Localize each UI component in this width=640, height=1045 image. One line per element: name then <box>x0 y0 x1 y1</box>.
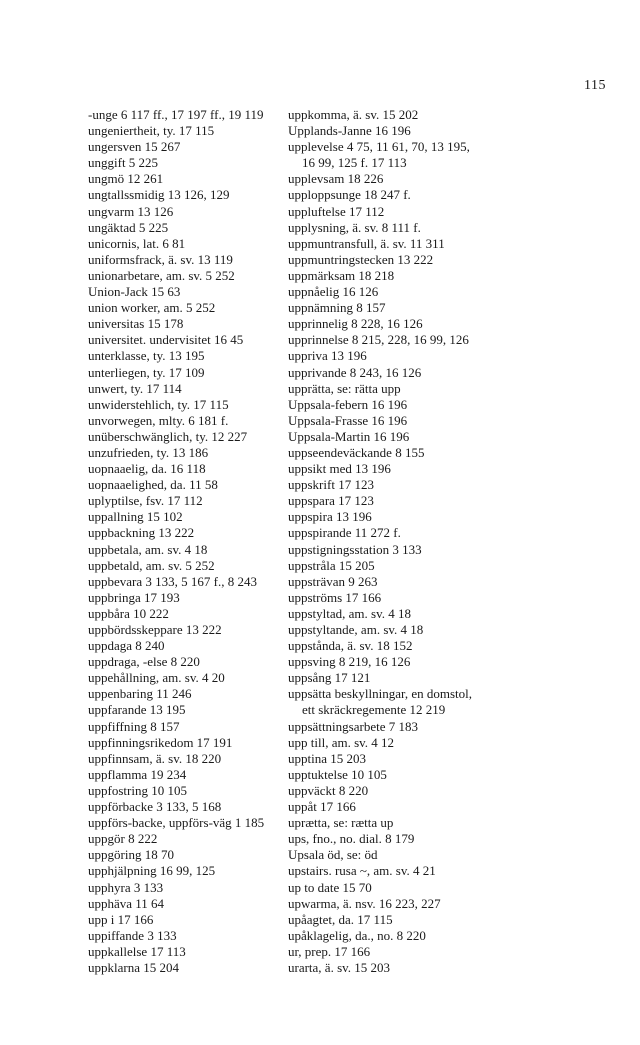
index-entry-text: uppfinnsam, ä. sv. 18 220 <box>88 750 222 766</box>
index-entry <box>288 686 628 718</box>
index-entry <box>288 638 628 654</box>
index-entry <box>88 928 288 944</box>
index-entry-text: ungeniertheit, ty. 17 115 <box>88 123 215 139</box>
index-entry <box>88 606 288 622</box>
index-entry <box>88 847 288 863</box>
index-entry-text: uppkallelse 17 113 <box>88 943 186 959</box>
index-entry <box>88 751 288 767</box>
index-entry-text: uppbevara 3 133, 5 167 f., 8 243 <box>88 573 257 589</box>
index-entry <box>88 558 288 574</box>
index-entry <box>88 525 288 541</box>
index-entry-text: ungmö 12 261 <box>88 171 164 187</box>
index-entry-text: unwert, ty. 17 114 <box>88 380 182 396</box>
index-entry <box>288 912 628 928</box>
index-entry-text: unüberschwänglich, ty. 12 227 <box>88 428 248 444</box>
index-entry-text: uppbringa 17 193 <box>88 589 180 605</box>
index-entry <box>288 558 628 574</box>
index-entry <box>288 767 628 783</box>
page-number: 115 <box>584 78 606 93</box>
index-entry <box>288 863 628 879</box>
index-entry <box>288 220 628 236</box>
index-entry <box>88 702 288 718</box>
index-entry <box>288 123 628 139</box>
index-entry-text: upploppsunge 18 247 f. <box>288 187 411 203</box>
index-entry <box>288 365 628 381</box>
index-entry-text: uppiffande 3 133 <box>88 927 177 943</box>
index-entry-text: uppförs-backe, uppförs-väg 1 185 <box>88 815 265 831</box>
index-entry-text: Union-Jack 15 63 <box>88 284 181 300</box>
index-entry-text: uprætta, se: rætta up <box>288 815 394 831</box>
index-entry-text: uppkomma, ä. sv. 15 202 <box>288 107 419 122</box>
index-entry <box>88 799 288 815</box>
index-entry-text: uppstigningsstation 3 133 <box>288 541 422 557</box>
index-entry-text: uppehållning, am. sv. 4 20 <box>88 670 225 686</box>
index-entry <box>88 171 288 187</box>
index-entry-text: upptina 15 203 <box>288 750 366 766</box>
index-entry-text: -unge 6 117 ff., 17 197 ff., 19 119 <box>88 107 264 122</box>
index-entry-text: uppförbacke 3 133, 5 168 <box>88 799 222 815</box>
index-entry-text: upåagtet, da. 17 115 <box>288 911 393 927</box>
index-entry <box>288 960 628 976</box>
index-entry-text: urarta, ä. sv. 15 203 <box>288 959 391 975</box>
index-entry <box>88 960 288 976</box>
index-entry-text: uppsikt med 13 196 <box>288 461 391 477</box>
index-entry <box>88 204 288 220</box>
index-entry-text: uniformsfrack, ä. sv. 13 119 <box>88 251 233 267</box>
index-entry-text: unvorwegen, mlty. 6 181 f. <box>88 412 229 428</box>
index-entry-text: upp till, am. sv. 4 12 <box>288 734 395 750</box>
index-entry-text: uppriva 13 196 <box>288 348 367 364</box>
index-entry-text: uppstånda, ä. sv. 18 152 <box>288 638 413 654</box>
index-entry <box>288 735 628 751</box>
index-entry-text: uppsving 8 219, 16 126 <box>288 654 411 670</box>
index-entry <box>288 622 628 638</box>
index-entry <box>288 670 628 686</box>
index-entry-text: uppfarande 13 195 <box>88 702 186 718</box>
index-entry-text: uppallning 15 102 <box>88 509 183 525</box>
index-entry <box>288 381 628 397</box>
index-entry <box>88 638 288 654</box>
index-entry <box>288 252 628 268</box>
index-entry <box>88 590 288 606</box>
index-entry <box>88 880 288 896</box>
index-entry-text: uppsättningsarbete 7 183 <box>288 718 418 734</box>
index-entry <box>88 719 288 735</box>
index-entry <box>288 542 628 558</box>
index-entry <box>88 831 288 847</box>
index-entry <box>88 123 288 139</box>
index-column-left <box>88 107 288 976</box>
index-entry-text: ungtallssmidig 13 126, 129 <box>88 187 230 203</box>
index-entry <box>288 606 628 622</box>
index-entry <box>288 268 628 284</box>
index-entry <box>88 461 288 477</box>
index-entry-text: uppspirande 11 272 f. <box>288 525 401 541</box>
index-entry <box>88 622 288 638</box>
index-entry <box>88 155 288 171</box>
index-entry <box>288 397 628 413</box>
index-entry <box>88 574 288 590</box>
index-entry-text: upp i 17 166 <box>88 911 154 927</box>
index-entry-text: upphäva 11 64 <box>88 895 165 911</box>
index-entry <box>88 863 288 879</box>
index-entry <box>88 268 288 284</box>
index-entry <box>288 477 628 493</box>
index-entry <box>88 365 288 381</box>
index-entry-text: upwarma, ä. nsv. 16 223, 227 <box>288 895 441 911</box>
index-entry-text: up to date 15 70 <box>288 879 372 895</box>
index-entry-text: Upsala öd, se: öd <box>288 847 378 863</box>
index-entry <box>88 767 288 783</box>
index-entry <box>88 670 288 686</box>
index-entry-text: uppströms 17 166 <box>288 589 382 605</box>
index-entry-text: uppnåelig 16 126 <box>288 284 379 300</box>
index-entry-text: universitas 15 178 <box>88 316 184 332</box>
index-entry-text: uppbetala, am. sv. 4 18 <box>88 541 208 557</box>
index-entry-text: ups, fno., no. dial. 8 179 <box>288 831 415 847</box>
index-entry <box>288 783 628 799</box>
index-entry <box>88 413 288 429</box>
index-entry <box>88 316 288 332</box>
index-entry-text: uppbackning 13 222 <box>88 525 195 541</box>
index-entry <box>88 542 288 558</box>
index-entry-text: uppmuntransfull, ä. sv. 11 311 <box>288 235 445 251</box>
index-entry <box>288 719 628 735</box>
index-entry-text: uppfinningsrikedom 17 191 <box>88 734 233 750</box>
index-entry <box>288 316 628 332</box>
index-entry <box>88 815 288 831</box>
index-entry-text: uppdaga 8 240 <box>88 638 165 654</box>
index-entry <box>288 413 628 429</box>
index-entry-text: uppluftelse 17 112 <box>288 203 385 219</box>
index-entry <box>88 686 288 702</box>
index-entry <box>88 348 288 364</box>
index-entry-text: uppstyltad, am. sv. 4 18 <box>288 605 412 621</box>
index-entry-text: unionarbetare, am. sv. 5 252 <box>88 267 235 283</box>
index-entry <box>88 477 288 493</box>
index-entry <box>288 815 628 831</box>
index-entry-text: upåklagelig, da., no. 8 220 <box>288 927 426 943</box>
index-entry-text: ungersven 15 267 <box>88 139 181 155</box>
index-entry <box>88 654 288 670</box>
index-entry-text: upplevsam 18 226 <box>288 171 384 187</box>
index-entry <box>288 509 628 525</box>
index-entry-continuation: ett skräckregemente 12 219 <box>302 702 446 718</box>
index-entry <box>88 783 288 799</box>
index-entry-text: uppskrift 17 123 <box>288 477 374 493</box>
index-entry <box>288 187 628 203</box>
index-entry-text: ungvarm 13 126 <box>88 203 174 219</box>
index-entry-text: uppstråla 15 205 <box>288 557 375 573</box>
index-entry <box>88 284 288 300</box>
index-entry-text: uppmärksam 18 218 <box>288 267 395 283</box>
index-entry-text: upprivande 8 243, 16 126 <box>288 364 422 380</box>
index-entry <box>88 139 288 155</box>
index-entry <box>288 574 628 590</box>
index-entry-text: upptuktelse 10 105 <box>288 766 387 782</box>
index-entry <box>288 654 628 670</box>
index-entry-text: uplyptilse, fsv. 17 112 <box>88 493 203 509</box>
index-entry-text: unterliegen, ty. 17 109 <box>88 364 205 380</box>
index-entry-text: upplevelse 4 75, 11 61, 70, 13 195, <box>288 139 470 155</box>
index-entry <box>288 799 628 815</box>
index-entry <box>88 429 288 445</box>
index-entry-continuation: 16 99, 125 f. 17 113 <box>302 155 407 171</box>
index-entry-text: uppbåra 10 222 <box>88 605 169 621</box>
index-entry-text: Uppsala-Martin 16 196 <box>288 428 410 444</box>
index-entry-text: unwiderstehlich, ty. 17 115 <box>88 396 229 412</box>
index-entry-text: uppsång 17 121 <box>288 670 371 686</box>
index-entry-text: uppbördsskeppare 13 222 <box>88 622 222 637</box>
index-entry-text: uppsträvan 9 263 <box>288 573 378 589</box>
index-entry <box>88 493 288 509</box>
index-entry-text: uppklarna 15 204 <box>88 959 179 975</box>
index-entry-text: upphjälpning 16 99, 125 <box>88 863 216 879</box>
index-entry <box>88 300 288 316</box>
index-entry <box>288 171 628 187</box>
index-entry <box>288 348 628 364</box>
index-entry-text: unicornis, lat. 6 81 <box>88 235 186 251</box>
index-entry-text: unggift 5 225 <box>88 155 159 171</box>
index-entry <box>88 187 288 203</box>
index-entry-text: ungäktad 5 225 <box>88 219 169 235</box>
index-entry-text: uppenbaring 11 246 <box>88 686 192 702</box>
index-entry-text: uppspira 13 196 <box>288 509 372 525</box>
index-entry-text: upprinnelig 8 228, 16 126 <box>288 316 423 332</box>
index-entry <box>288 751 628 767</box>
index-entry-text: upprätta, se: rätta upp <box>288 380 401 396</box>
index-entry <box>288 590 628 606</box>
index-entry <box>88 912 288 928</box>
index-entry-text: uppåt 17 166 <box>288 799 356 815</box>
index-entry-text: uppsätta beskyllningar, en domstol, <box>288 686 472 702</box>
index-entry <box>88 397 288 413</box>
index-entry <box>288 107 628 123</box>
index-entry <box>288 525 628 541</box>
index-entry-text: upprinnelse 8 215, 228, 16 99, 126 <box>288 332 469 348</box>
index-entry <box>288 944 628 960</box>
index-entry-text: uppbetald, am. sv. 5 252 <box>88 557 215 573</box>
index-entry <box>88 735 288 751</box>
index-entry-text: uppflamma 19 234 <box>88 766 187 782</box>
index-entry <box>288 204 628 220</box>
index-entry-text: upphyra 3 133 <box>88 879 164 895</box>
index-entry <box>88 509 288 525</box>
index-entry-text: uppmuntringstecken 13 222 <box>288 251 434 267</box>
index-entry <box>288 928 628 944</box>
index-column-right <box>288 107 628 976</box>
index-entry-text: uppseendeväckande 8 155 <box>288 444 425 460</box>
index-entry-text: universitet. undervisitet 16 45 <box>88 332 244 348</box>
index-entry <box>88 332 288 348</box>
index-entry-text: Uppsala-febern 16 196 <box>288 396 408 412</box>
index-entry <box>288 880 628 896</box>
index-entry <box>288 445 628 461</box>
index-entry <box>288 493 628 509</box>
index-entry-text: uppfostring 10 105 <box>88 782 187 798</box>
index-entry-text: uppstyltande, am. sv. 4 18 <box>288 622 424 637</box>
index-entry <box>288 847 628 863</box>
index-entry <box>88 445 288 461</box>
index-entry <box>88 896 288 912</box>
index-entry-text: upplysning, ä. sv. 8 111 f. <box>288 219 421 235</box>
index-entry-text: union worker, am. 5 252 <box>88 300 216 316</box>
index-entry-text: upstairs. rusa ~, am. sv. 4 21 <box>288 863 436 879</box>
index-entry <box>288 236 628 252</box>
index-entry-text: uopnaaelighed, da. 11 58 <box>88 477 218 493</box>
index-entry <box>288 139 628 171</box>
index-entry <box>288 896 628 912</box>
index-entry-text: uppspara 17 123 <box>288 493 374 509</box>
index-entry-text: unzufrieden, ty. 13 186 <box>88 444 209 460</box>
index-entry <box>288 429 628 445</box>
index-entry-text: Uppsala-Frasse 16 196 <box>288 412 408 428</box>
index-entry <box>88 381 288 397</box>
index-entry-text: uppfiffning 8 157 <box>88 718 180 734</box>
index-entry <box>288 332 628 348</box>
index-entry <box>88 220 288 236</box>
index-entry-text: uppdraga, -else 8 220 <box>88 654 200 670</box>
index-entry <box>88 252 288 268</box>
index-entry-text: uppgör 8 222 <box>88 831 158 847</box>
index-entry <box>288 300 628 316</box>
index-entry-text: Upplands-Janne 16 196 <box>288 123 411 139</box>
index-entry <box>88 107 288 123</box>
index-entry <box>88 944 288 960</box>
index-entry-text: uppnämning 8 157 <box>288 300 386 316</box>
index-entry <box>288 461 628 477</box>
index-entry <box>288 831 628 847</box>
index-entry <box>88 236 288 252</box>
index-entry-text: ur, prep. 17 166 <box>288 943 371 959</box>
index-entry <box>288 284 628 300</box>
index-entry-text: uppgöring 18 70 <box>88 847 174 863</box>
index-entry-text: uopnaaelig, da. 16 118 <box>88 461 206 477</box>
index-entry-text: uppväckt 8 220 <box>288 782 369 798</box>
index-entry-text: unterklasse, ty. 13 195 <box>88 348 205 364</box>
